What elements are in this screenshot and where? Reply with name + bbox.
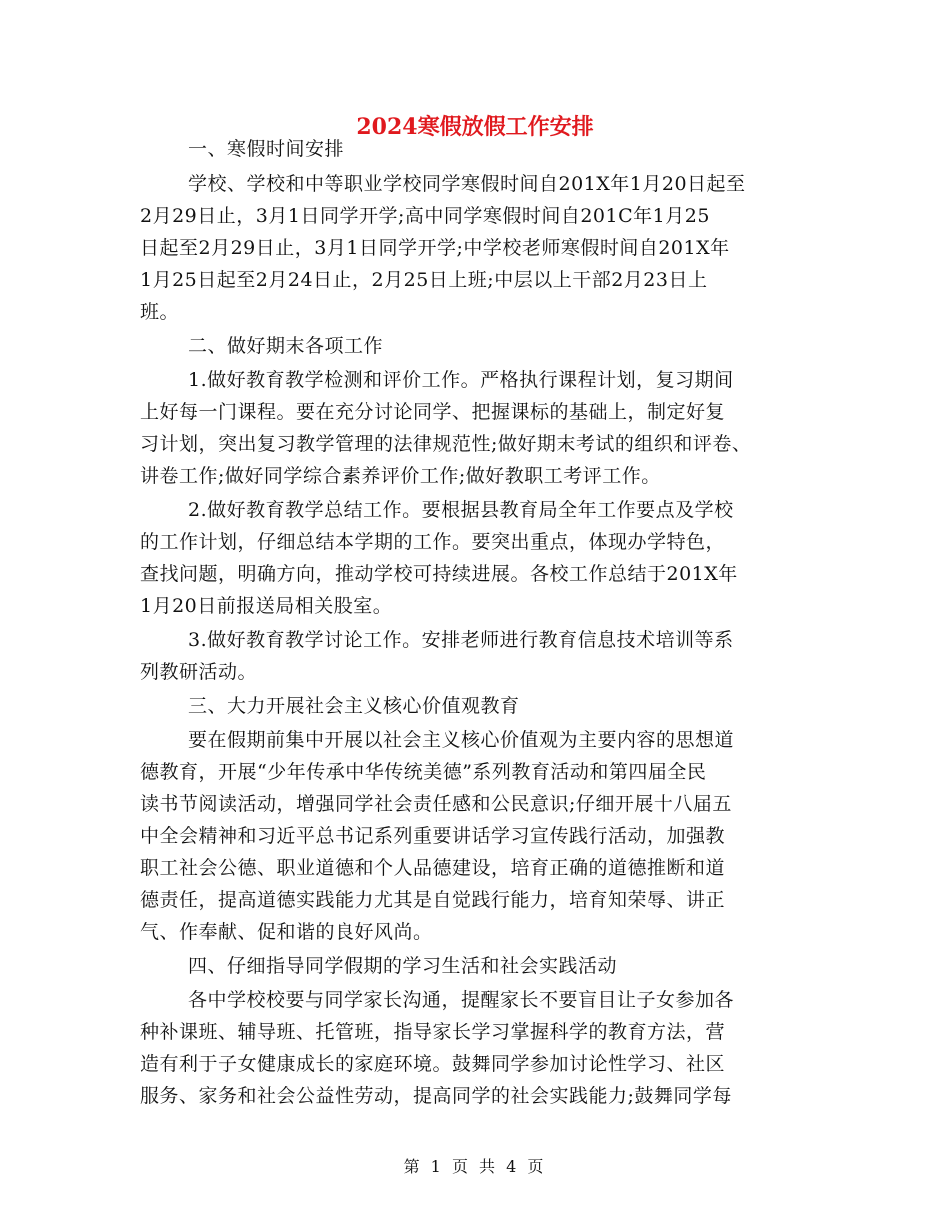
paragraph-line: 1.做好教育教学检测和评价工作。严格执行课程计划，复习期间 [188,369,734,391]
paragraph-line: 职工社会公德、职业道德和个人品德建设，培育正确的道德推断和道 [140,857,726,879]
paragraph-line: 造有利于子女健康成长的家庭环境。鼓舞同学参加讨论性学习、社区 [140,1053,726,1075]
paragraph-line: 2月29日止，3月1日同学开学;高中同学寒假时间自201C年1月25 [140,205,710,227]
paragraph-line: 德责任，提高道德实践能力尤其是自觉践行能力，培育知荣辱、讲正 [140,889,726,911]
paragraph-line: 班。 [140,301,180,323]
section-heading-1: 一、寒假时间安排 [188,138,345,160]
paragraph-line: 日起至2月29日止，3月1日同学开学;中学校老师寒假时间自201X年 [140,237,730,259]
paragraph-line: 2.做好教育教学总结工作。要根据县教育局全年工作要点及学校 [188,499,734,521]
paragraph-line: 各中学校校要与同学家长沟通，提醒家长不要盲目让子女参加各 [188,989,735,1011]
paragraph-line: 1月20日前报送局相关股室。 [140,595,393,617]
paragraph-line: 上好每一门课程。要在充分讨论同学、把握课标的基础上，制定好复 [140,401,726,423]
paragraph-line: 1月25日起至2月24日止，2月25日上班;中层以上干部2月23日上 [140,269,708,291]
paragraph-line: 列教研活动。 [140,661,258,683]
paragraph-line: 服务、家务和社会公益性劳动，提高同学的社会实践能力;鼓舞同学每 [140,1085,732,1107]
paragraph-line: 中全会精神和习近平总书记系列重要讲话学习宣传践行活动，加强教 [140,825,726,847]
paragraph-line: 3.做好教育教学讨论工作。安排老师进行教育信息技术培训等系 [188,629,734,651]
paragraph-line: 气、作奉献、促和谐的良好风尚。 [140,921,433,943]
paragraph-line: 德教育，开展“少年传承中华传统美德”系列教育活动和第四届全民 [140,761,707,783]
paragraph-line: 种补课班、辅导班、托管班，指导家长学习掌握科学的教育方法，营 [140,1021,726,1043]
page-number-footer: 第 1 页 共 4 页 [403,1157,547,1176]
paragraph-line: 学校、学校和中等职业学校同学寒假时间自201X年1月20日起至 [188,173,746,195]
paragraph-line: 要在假期前集中开展以社会主义核心价值观为主要内容的思想道 [188,729,735,751]
paragraph-line: 习计划，突出复习教学管理的法律规范性;做好期末考试的组织和评卷、 [140,433,752,455]
paragraph-line: 的工作计划，仔细总结本学期的工作。要突出重点，体现办学特色， [140,531,726,553]
paragraph-line: 查找问题，明确方向，推动学校可持续进展。各校工作总结于201X年 [140,563,738,585]
section-heading-2: 二、做好期末各项工作 [188,335,384,357]
section-heading-3: 三、大力开展社会主义核心价值观教育 [188,695,520,717]
paragraph-line: 读书节阅读活动，增强同学社会责任感和公民意识;仔细开展十八届五 [140,793,732,815]
section-heading-4: 四、仔细指导同学假期的学习生活和社会实践活动 [188,955,618,977]
document-title: 2024寒假放假工作安排 [356,114,594,140]
paragraph-line: 讲卷工作;做好同学综合素养评价工作;做好教职工考评工作。 [140,465,661,487]
